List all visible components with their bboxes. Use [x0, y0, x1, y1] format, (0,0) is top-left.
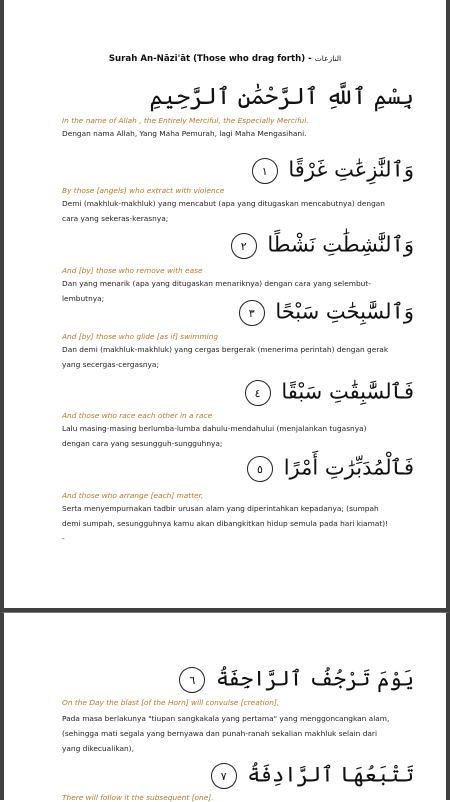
- verse-3-arabic: [235, 300, 414, 326]
- verse-3-arabic-text: وَٱلسَّٰبِحَٰتِ سَبْحًا: [275, 299, 414, 324]
- verse-1-indonesian: Demi (makhluk-makhluk) yang mencabut (apa yang ditugaskan mencabutnya) dengan cara yang sekeras-kerasnya;: [62, 199, 385, 223]
- verse-5-arabic-text: فَٱلْمُدَبِّرَٰتِ أَمْرًا: [283, 455, 414, 480]
- verse-3-number-badge: ٣: [239, 300, 265, 326]
- verse-5-english: And those who arrange [each] matter,: [62, 491, 204, 500]
- verse-4-number-badge: ٤: [245, 380, 271, 406]
- verse-7-arabic-text: تَتْبَعُهَا ٱلرَّادِفَةُ: [247, 762, 414, 787]
- verse-7-number-badge: ٧: [211, 763, 237, 789]
- verse-6-arabic-text: يَوْمَ تَرْجُفُ ٱلرَّاجِفَةُ: [216, 666, 414, 691]
- surah-title-text: Surah An-Nāzi'āt (Those who drag forth) -: [108, 54, 312, 64]
- verse-2-arabic-text: وَٱلنَّٰشِطَٰتِ نَشْطًا: [267, 232, 414, 257]
- verse-1-english: By those [angels] who extract with violence: [62, 186, 225, 195]
- verse-7-arabic: [207, 763, 414, 789]
- verse-6-english: On the Day the blast [of the Horn] will convulse [creation],: [62, 698, 280, 707]
- verse-1-number-badge: ١: [252, 158, 278, 184]
- verse-2-number-badge: ٢: [231, 233, 257, 259]
- verse-1-arabic: [248, 158, 414, 184]
- document-page-2: [0, 612, 450, 800]
- verse-4-arabic: [241, 380, 414, 406]
- verse-4-english: And those who race each other in a race: [62, 411, 213, 420]
- basmala-english: In the name of Allah , the Entirely Merciful, the Especially Merciful.: [62, 116, 309, 125]
- verse-4-arabic-text: فَٱلسَّٰبِقَٰتِ سَبْقًا: [281, 379, 414, 404]
- verse-6-number-badge: ٦: [179, 667, 205, 693]
- verse-3-indonesian: Dan demi (makhluk-makhluk) yang cergas bergerak (menerima perintah) dengan gerak yang secergas-cergasnya;: [62, 345, 389, 369]
- surah-title: [4, 54, 446, 64]
- verse-2-english: And [by] those who remove with ease: [62, 266, 203, 275]
- verse-1-arabic-text: وَٱلنَّٰزِعَٰتِ غَرْقًا: [288, 157, 414, 182]
- verse-5-indonesian: Serta menyempurnakan tadbir urusan alam yang diperintahkan kepadanya; (sumpah demi sumpah, sesungguhnya kamu akan dibangkitkan hidup semula pada hari kiamat)! -: [62, 504, 389, 543]
- surah-title-arabic: النازعات: [314, 54, 342, 63]
- basmala-arabic: [149, 86, 414, 109]
- basmala-indonesian: Dengan nama Allah, Yang Maha Pemurah, lagi Maha Mengasihani.: [62, 129, 307, 138]
- verse-3-english: And [by] those who glide [as if] swimming: [62, 332, 219, 341]
- verse-2-indonesian: Dan yang menarik (apa yang ditugaskan menariknya) dengan cara yang selembut-lembutnya;: [62, 279, 371, 303]
- verse-4-indonesian: Lalu masing-masing berlumba-lumba dahulu-mendahului (menjalankan tugasnya) dengan cara yang sesungguh-sungguhnya;: [62, 424, 367, 448]
- verse-6-arabic: [175, 667, 414, 693]
- verse-5-arabic: [243, 456, 414, 482]
- verse-7-english: There will follow it the subsequent [one].: [62, 793, 214, 802]
- verse-5-number-badge: ٥: [247, 456, 273, 482]
- verse-2-arabic: [227, 233, 414, 259]
- verse-6-indonesian: Pada masa berlakunya "tiupan sangkakala yang pertama" yang menggoncangkan alam, (sehingga mati segala yang bernyawa dan punah-ranah sekalian makhluk selain dari yang dikecualikan),: [62, 714, 390, 753]
- basmala-arabic-text: بِسْمِ ٱللَّهِ ٱلرَّحْمَٰنِ ٱلرَّحِيمِ: [149, 84, 414, 110]
